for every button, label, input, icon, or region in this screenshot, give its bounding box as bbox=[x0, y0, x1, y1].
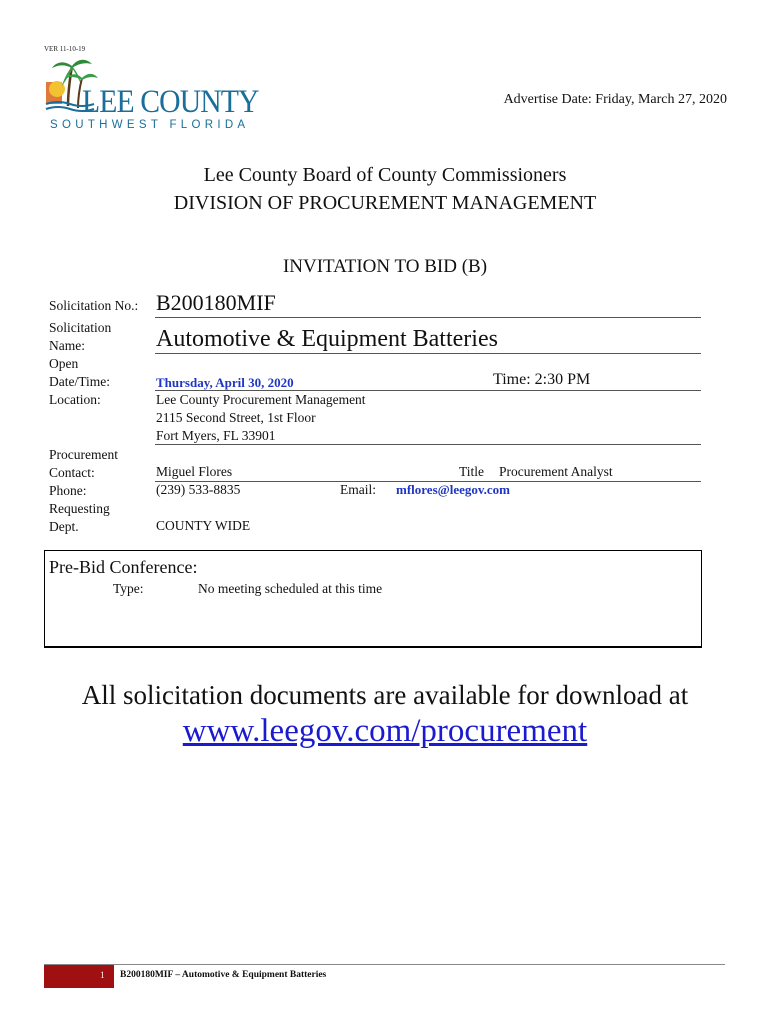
rule-solicitation-no bbox=[155, 317, 701, 318]
solicitation-no-value: B200180MIF bbox=[156, 290, 276, 315]
advertise-date: Advertise Date: Friday, March 27, 2020 bbox=[503, 92, 727, 107]
logo-tagline: SOUTHWEST FLORIDA bbox=[50, 119, 250, 131]
solicitation-name-value: Automotive & Equipment Batteries bbox=[156, 326, 498, 352]
location-line-2: 2115 Second Street, 1st Floor bbox=[156, 410, 316, 425]
phone-label: Phone: bbox=[49, 483, 87, 498]
footer-rule bbox=[44, 964, 725, 965]
open-label-2: Date/Time: bbox=[49, 374, 111, 389]
lee-county-logo bbox=[44, 56, 259, 134]
open-date-value: Thursday, April 30, 2020 bbox=[156, 375, 294, 390]
email-label: Email: bbox=[340, 482, 376, 497]
contact-title-value: Procurement Analyst bbox=[499, 464, 613, 479]
prebid-type-label: Type: bbox=[113, 581, 144, 596]
rule-location bbox=[155, 444, 701, 445]
version-label: VER 11-10-19 bbox=[44, 45, 86, 53]
location-line-3: Fort Myers, FL 33901 bbox=[156, 428, 276, 443]
solicitation-name-label-2: Name: bbox=[49, 338, 85, 353]
open-time-value: Time: 2:30 PM bbox=[493, 371, 591, 388]
solicitation-no-label: Solicitation No.: bbox=[49, 298, 139, 313]
dept-value: COUNTY WIDE bbox=[156, 518, 251, 533]
open-label-1: Open bbox=[49, 356, 79, 371]
location-label: Location: bbox=[49, 392, 101, 407]
footer-doc-title: B200180MIF – Automotive & Equipment Batteries bbox=[120, 970, 327, 980]
solicitation-name-label-1: Solicitation bbox=[49, 320, 112, 335]
phone-value: (239) 533-8835 bbox=[156, 482, 241, 497]
board-title: Lee County Board of County Commissioners bbox=[203, 164, 567, 186]
footer-page-number: 1 bbox=[100, 970, 105, 980]
rule-open-date bbox=[155, 390, 701, 391]
division-title: DIVISION OF PROCUREMENT MANAGEMENT bbox=[173, 192, 597, 214]
requesting-label-1: Requesting bbox=[49, 501, 110, 516]
rule-solicitation-name bbox=[155, 353, 701, 354]
contact-name: Miguel Flores bbox=[156, 464, 233, 479]
requesting-label-2: Dept. bbox=[49, 519, 79, 534]
invitation-title: INVITATION TO BID (B) bbox=[282, 256, 488, 277]
contact-title-label: Title bbox=[459, 464, 485, 479]
prebid-box bbox=[44, 550, 702, 648]
procurement-label-2: Contact: bbox=[49, 465, 95, 480]
prebid-title: Pre-Bid Conference: bbox=[49, 557, 198, 577]
download-text: All solicitation documents are available for download at bbox=[81, 680, 689, 710]
email-link[interactable]: mflores@leegov.com bbox=[396, 482, 511, 497]
procurement-label-1: Procurement bbox=[49, 447, 118, 462]
logo-wordmark: LEE COUNTY bbox=[82, 84, 259, 120]
prebid-type-value: No meeting scheduled at this time bbox=[198, 581, 383, 596]
location-line-1: Lee County Procurement Management bbox=[156, 392, 366, 407]
procurement-link[interactable]: www.leegov.com/procurement bbox=[182, 713, 588, 749]
